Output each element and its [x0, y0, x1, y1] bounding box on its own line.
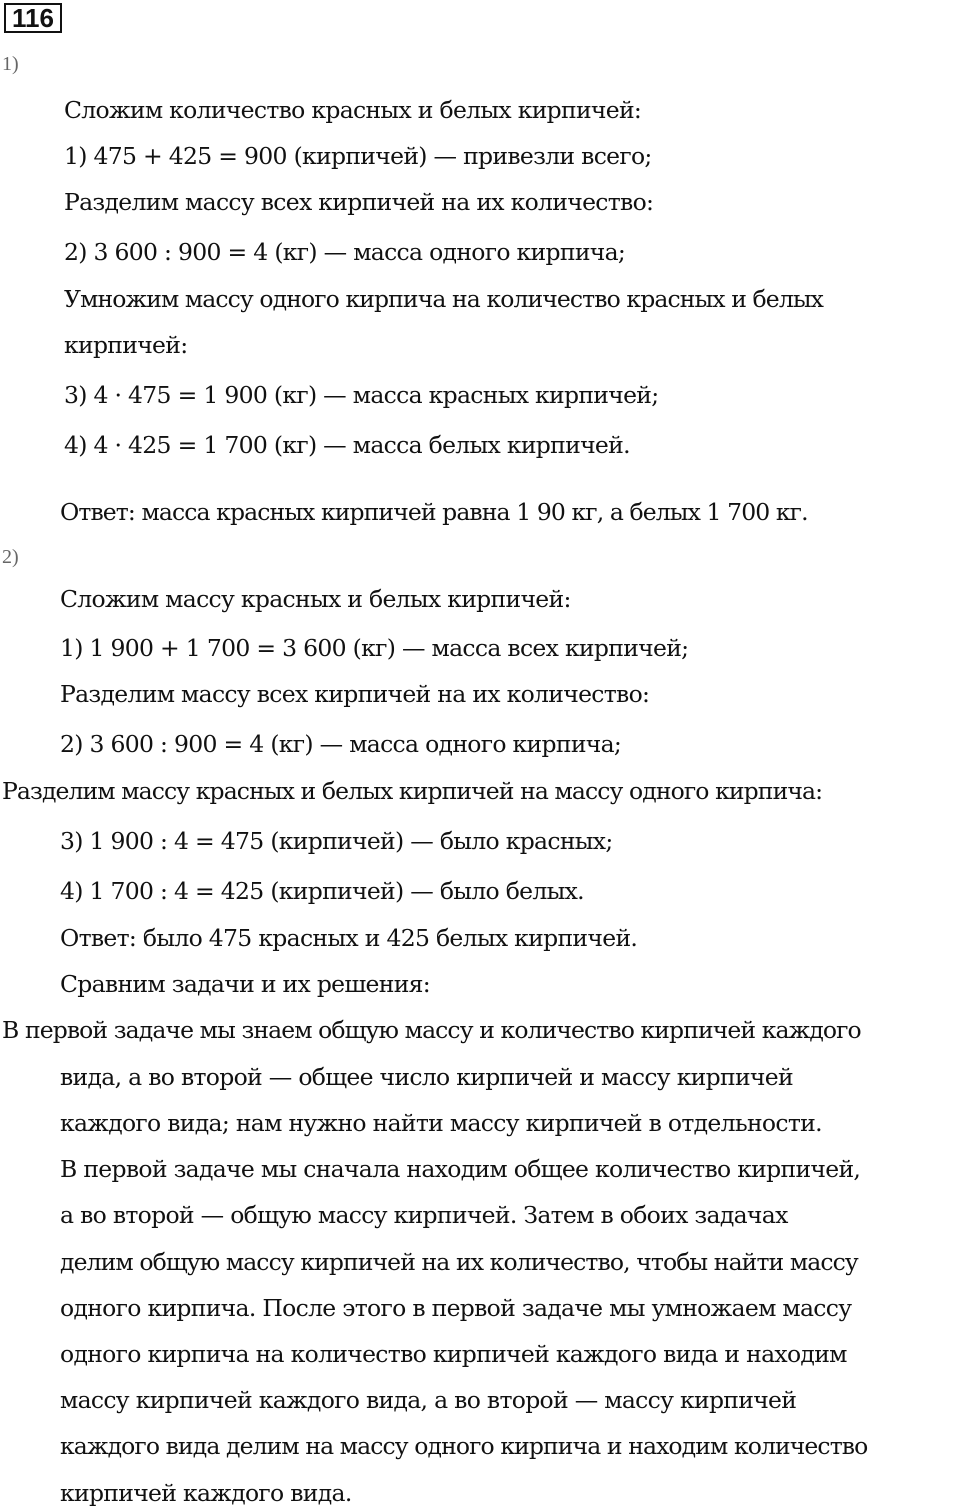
part-1-line-2: 1) 475 + 425 = 900 (кирпичей) — привезли всего; [64, 142, 652, 170]
part-2-answer: Ответ: было 475 красных и 425 белых кирпичей. [60, 924, 638, 952]
comparison-line-3: вида, а во второй — общее число кирпичей и массу кирпичей [60, 1063, 793, 1091]
comparison-line-6: а во второй — общую массу кирпичей. Затем в обоих задачах [60, 1201, 788, 1229]
comparison-line-4: каждого вида; нам нужно найти массу кирпичей в отдельности. [60, 1109, 822, 1137]
comparison-line-1: Сравним задачи и их решения: [60, 970, 431, 998]
part-1-line-5: Умножим массу одного кирпича на количество красных и белых [64, 285, 823, 313]
comparison-line-7: делим общую массу кирпичей на их количество, чтобы найти массу [60, 1248, 858, 1276]
comparison-line-11: каждого вида делим на массу одного кирпича и находим количество [60, 1432, 868, 1460]
part-1-line-3: Разделим массу всех кирпичей на их количество: [64, 188, 654, 216]
part-2-line-1: Сложим массу красных и белых кирпичей: [60, 585, 571, 613]
part-1-answer: Ответ: масса красных кирпичей равна 1 90 кг, а белых 1 700 кг. [60, 498, 808, 526]
comparison-line-9: одного кирпича на количество кирпичей каждого вида и находим [60, 1340, 847, 1368]
part-1-label: 1) [2, 53, 19, 75]
part-2-line-7: 4) 1 700 : 4 = 425 (кирпичей) — было белых. [60, 877, 584, 905]
part-2-label: 2) [2, 546, 19, 568]
part-2-line-5: Разделим массу красных и белых кирпичей на массу одного кирпича: [2, 777, 823, 805]
comparison-line-8: одного кирпича. После этого в первой задаче мы умножаем массу [60, 1294, 852, 1322]
part-1-line-8: 4) 4 · 425 = 1 700 (кг) — масса белых кирпичей. [64, 431, 630, 459]
part-2-line-4: 2) 3 600 : 900 = 4 (кг) — масса одного кирпича; [60, 730, 622, 758]
comparison-line-12: кирпичей каждого вида. [60, 1479, 352, 1507]
part-1-line-4: 2) 3 600 : 900 = 4 (кг) — масса одного кирпича; [64, 238, 626, 266]
comparison-line-2: В первой задаче мы знаем общую массу и количество кирпичей каждого [2, 1016, 861, 1044]
part-1-line-1: Сложим количество красных и белых кирпичей: [64, 96, 642, 124]
part-2-line-2: 1) 1 900 + 1 700 = 3 600 (кг) — масса всех кирпичей; [60, 634, 689, 662]
part-2-line-6: 3) 1 900 : 4 = 475 (кирпичей) — было красных; [60, 827, 613, 855]
part-1-line-6: кирпичей: [64, 331, 188, 359]
comparison-line-10: массу кирпичей каждого вида, а во второй — массу кирпичей [60, 1386, 797, 1414]
problem-number: 116 [4, 3, 62, 33]
part-1-line-7: 3) 4 · 475 = 1 900 (кг) — масса красных кирпичей; [64, 381, 659, 409]
part-2-line-3: Разделим массу всех кирпичей на их количество: [60, 680, 650, 708]
comparison-line-5: В первой задаче мы сначала находим общее количество кирпичей, [60, 1155, 861, 1183]
